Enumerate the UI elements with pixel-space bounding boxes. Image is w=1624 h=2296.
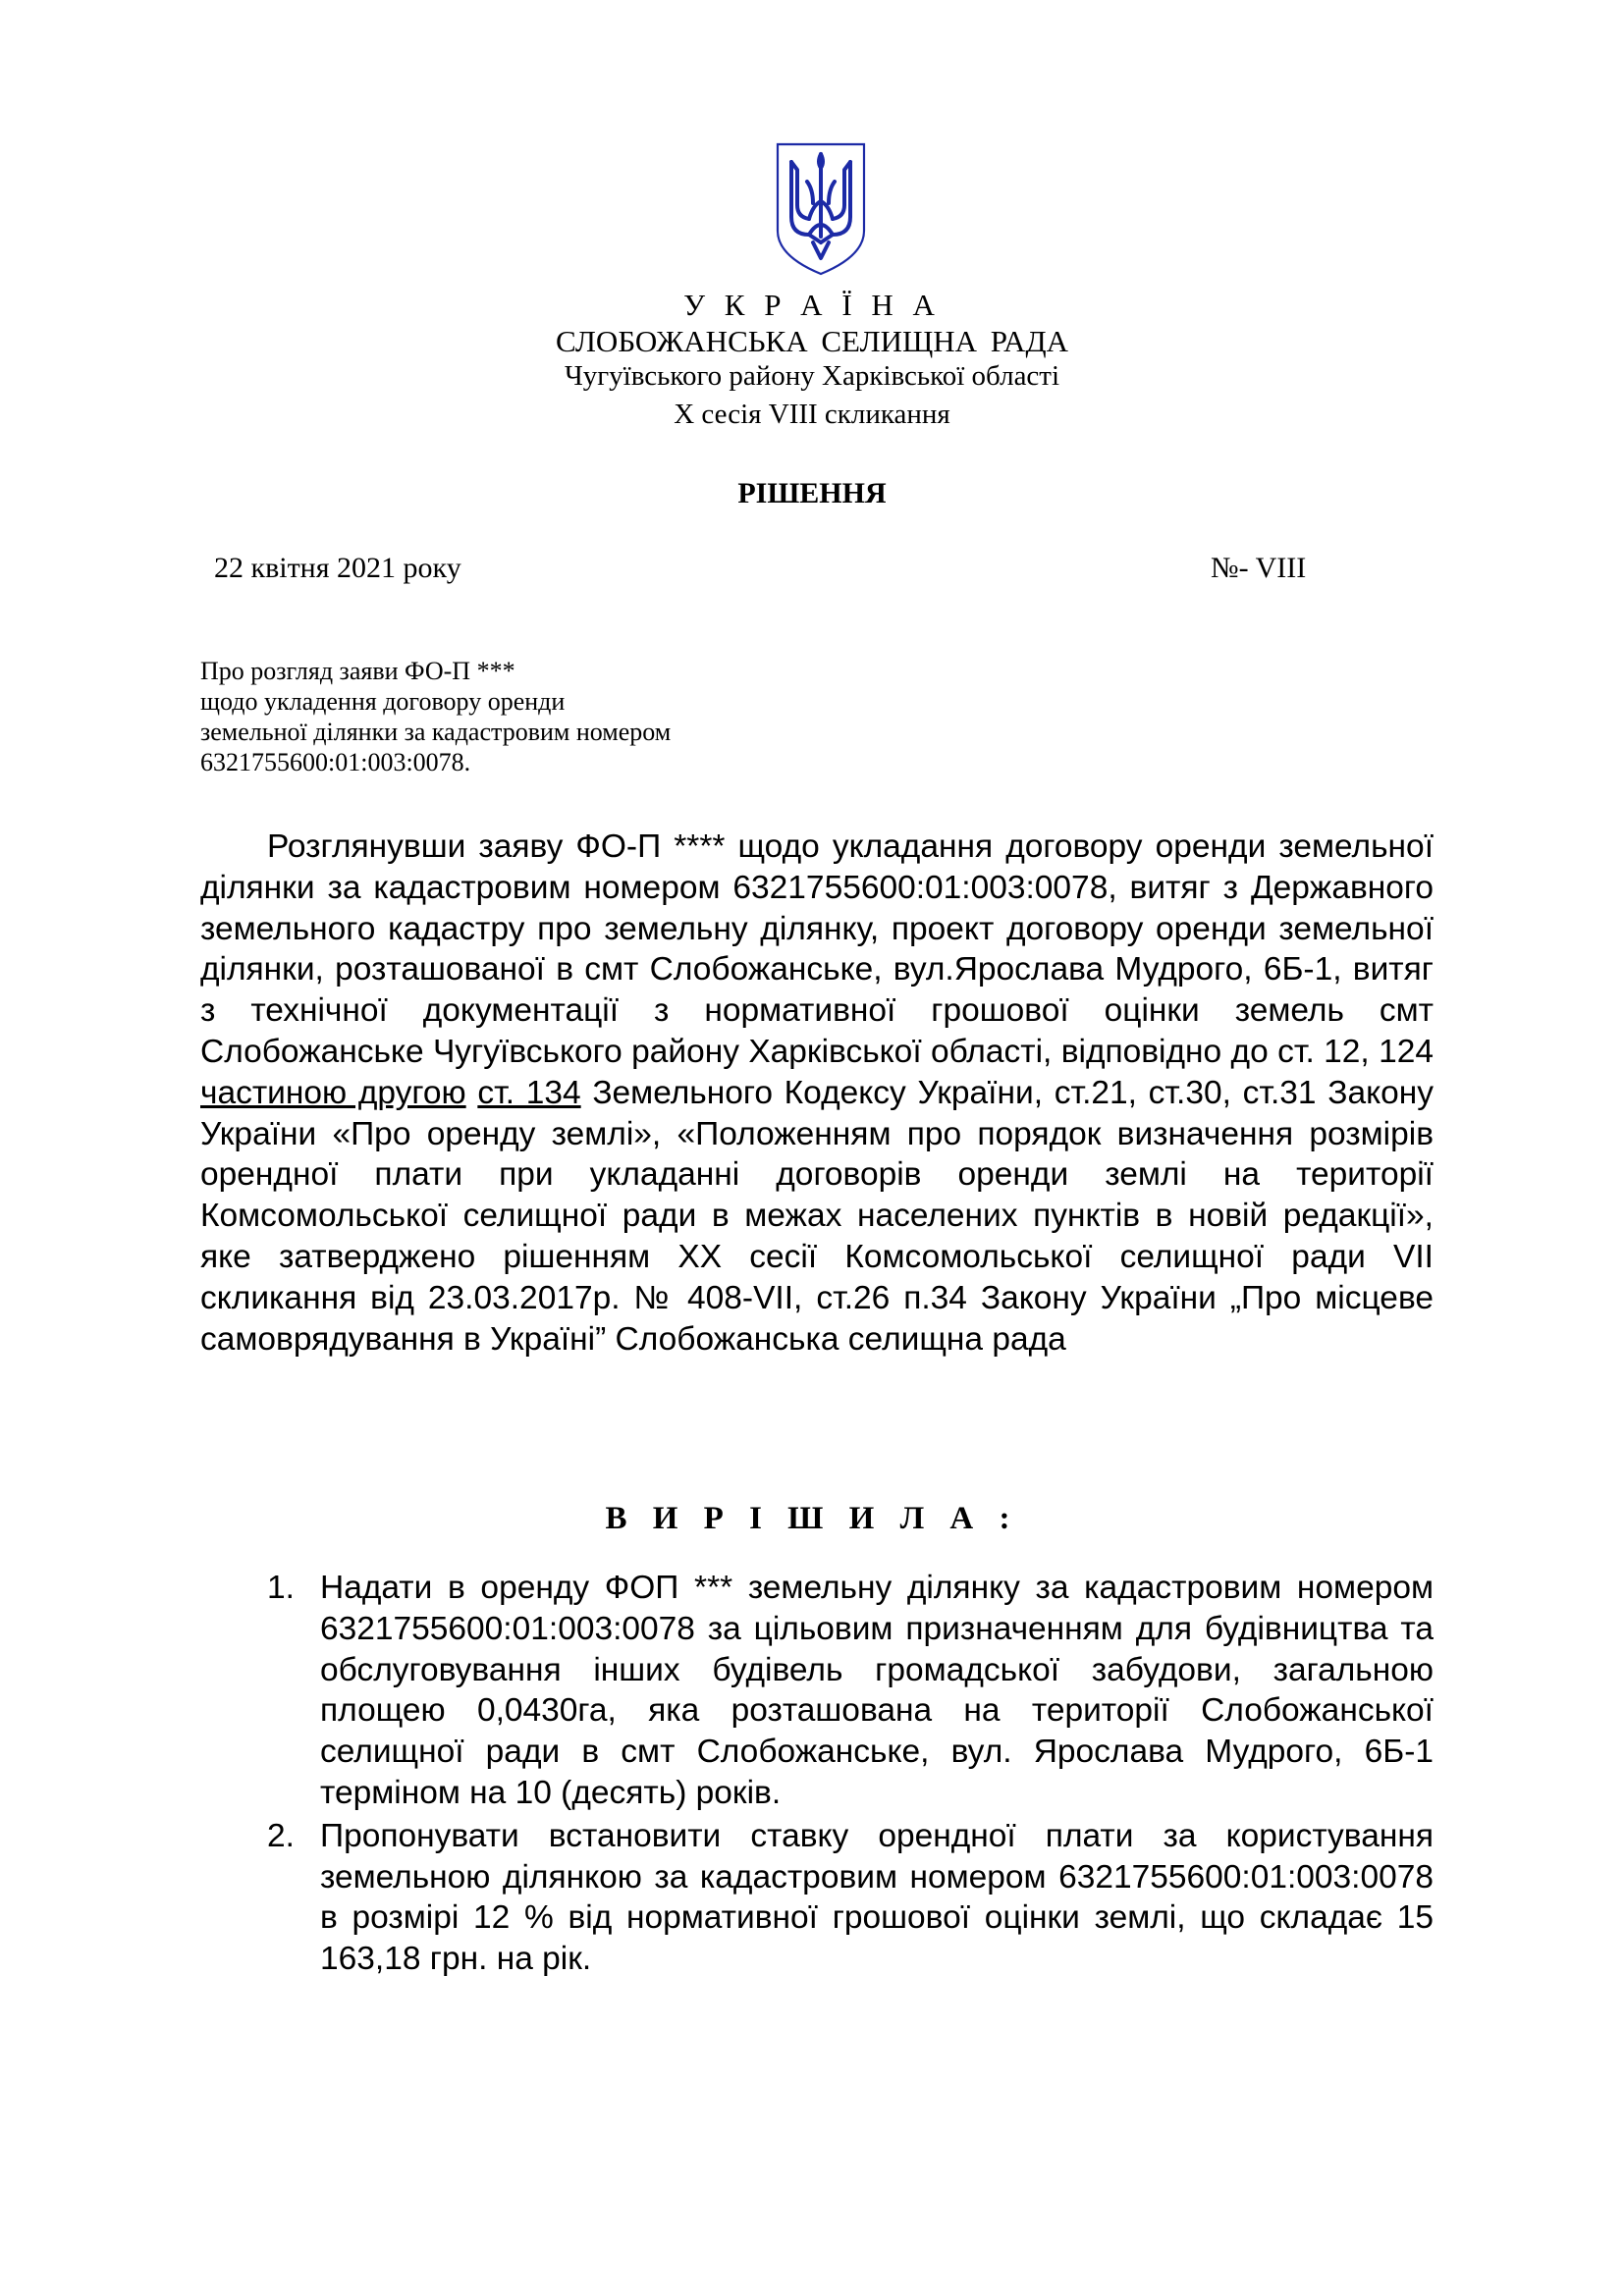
document-number: №- VIII xyxy=(1211,552,1307,584)
decision-number: 1. xyxy=(267,1570,295,1606)
session-name: Х сесія VIII скликання xyxy=(674,399,950,430)
underlined-reference: частиною другою xyxy=(200,1074,466,1111)
preamble-text: Розглянувши заяву ФО-П **** щодо укладання договору оренди земельної ділянки за кадастровим номером 6321755600:01:003:0078, витяг з Державного земельного кадастру про земельну ділянку, проект договору оренди земельної ділянки, розташованої в смт Слобожанське, вул.Ярослава Мудрого, 6Б-1, витяг з технічної документації з нормативної грошової оцінки земель смт Слобожанське Чугуївського району Харківської області, відповідно до ст. 12, 124 xyxy=(200,828,1434,1070)
country-name: У К Р А Ї Н А xyxy=(683,288,941,322)
decision-number: 2. xyxy=(267,1817,295,1854)
resolved-heading: В И Р І Ш И Л А : xyxy=(605,1501,1019,1536)
subject-line: Про розгляд заяви ФО-П *** xyxy=(200,657,515,685)
decision-text: Надати в оренду ФОП *** земельну ділянку за кадастровим номером 6321755600:01:003:0078 за цільовим призначенням для будівництва та обслуговування інших будівель громадської забудови, загальною площею 0,0430га, яка розташована на території Слобожанської селищної ради в смт Слобожанське, вул. Ярослава Мудрого, 6Б-1 терміном на 10 (десять) років. xyxy=(320,1570,1434,1811)
preamble-paragraph xyxy=(200,827,1434,1360)
subject-line: щодо укладення договору оренди xyxy=(200,687,566,716)
preamble-text: Земельного Кодексу України, ст.21, ст.30, ст.31 Закону України «Про оренду землі», «Положенням про порядок визначення розмірів орендної плати при укладанні договорів оренди землі на території Комсомольської селищної ради в межах населених пунктів в новій редакції», яке затверджено рішенням XX сесії Комсомольської селищної ради VII скликання від 23.03.2017р. № 408-VII, ст.26 п.34 Закону України „Про місцеве самоврядування в Україні” Слобожанська селищна рада xyxy=(200,1074,1435,1358)
district-name: Чугуївського району Харківської області xyxy=(564,360,1060,392)
decision-item xyxy=(267,1816,1434,1980)
subject-line: 6321755600:01:003:0078. xyxy=(200,748,471,776)
document-title: РІШЕННЯ xyxy=(737,477,887,509)
coat-of-arms-trident-icon xyxy=(774,140,868,278)
decisions-list xyxy=(267,1568,1434,1980)
underlined-reference: ст. 134 xyxy=(477,1074,581,1111)
council-name: СЛОБОЖАНСЬКА СЕЛИЩНА РАДА xyxy=(556,324,1068,358)
document-date: 22 квітня 2021 року xyxy=(214,552,461,584)
decision-subject xyxy=(200,656,888,777)
decision-item xyxy=(267,1568,1434,1814)
subject-line: земельної ділянки за кадастровим номером xyxy=(200,718,672,746)
decision-text: Пропонувати встановити ставку орендної плати за користування земельною ділянкою за кадастровим номером 6321755600:01:003:0078 в розмірі 12 % від нормативної грошової оцінки землі, що складає 15 163,18 грн. на рік. xyxy=(320,1817,1434,1978)
